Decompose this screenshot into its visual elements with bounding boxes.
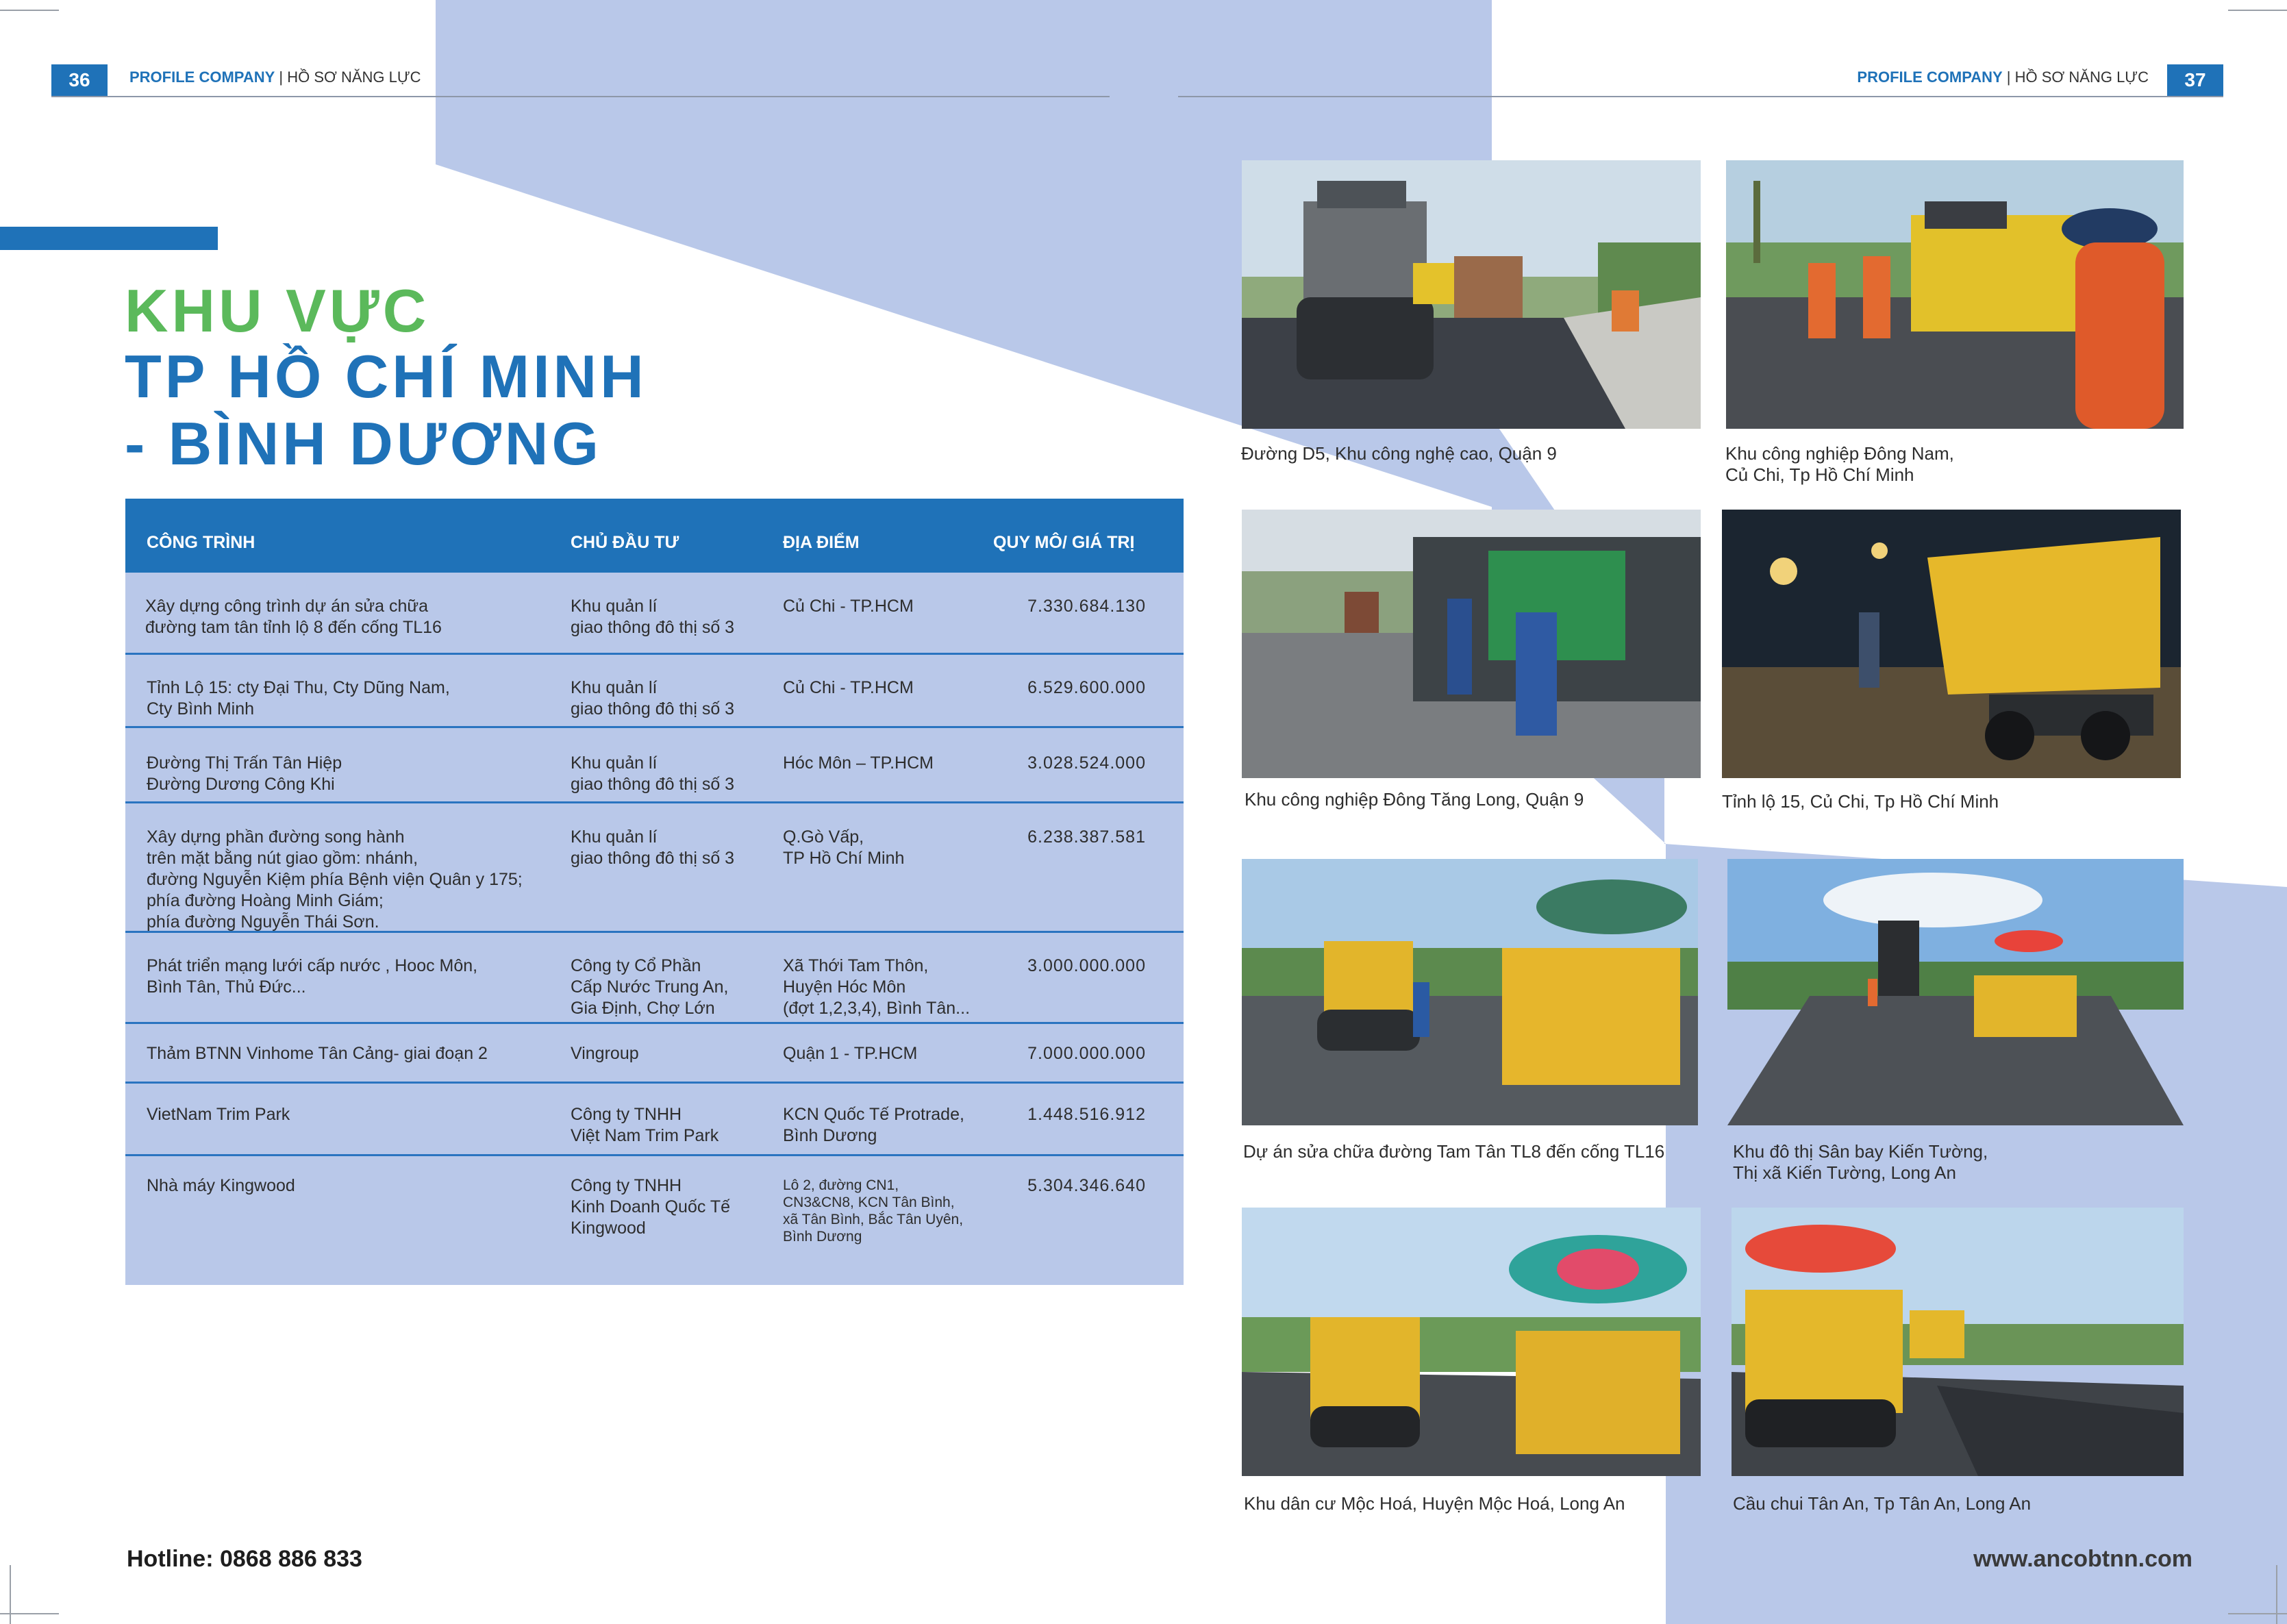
- photo-workers-blue-uniforms: [1242, 510, 1701, 778]
- photo-caption: Đường D5, Khu công nghệ cao, Quận 9: [1241, 443, 1557, 464]
- cell-investor: Khu quản lí giao thông đô thị số 3: [571, 678, 735, 719]
- cell-value: 1.448.516.912: [1027, 1105, 1146, 1124]
- photo-caption: Dự án sửa chữa đường Tam Tân TL8 đến cống TL16: [1243, 1141, 1665, 1162]
- cell-investor: Công ty TNHH Việt Nam Trim Park: [571, 1105, 719, 1145]
- cell-location: Lô 2, đường CN1, CN3&CN8, KCN Tân Bình, xã Tân Bình, Bắc Tân Uyên, Bình Dương: [783, 1177, 964, 1245]
- running-header-separator: |: [275, 68, 288, 86]
- cell-investor: Vingroup: [571, 1044, 639, 1063]
- table-row: [125, 655, 1184, 728]
- cell-project: Tỉnh Lộ 15: cty Đại Thu, Cty Dũng Nam, Cty Bình Minh: [147, 678, 450, 719]
- cell-value: 6.238.387.581: [1027, 827, 1146, 847]
- photo-night-truck: [1722, 510, 2181, 778]
- running-header-right: [1857, 68, 2149, 86]
- running-header-brand: PROFILE COMPANY: [1857, 68, 2003, 86]
- headline-line-1: KHU VỰC: [125, 277, 430, 345]
- running-header-subtitle: HỒ SƠ NĂNG LỰC: [287, 68, 421, 86]
- cell-location: Xã Thới Tam Thôn, Huyện Hóc Môn (đợt 1,2,3,4), Bình Tân...: [783, 956, 971, 1018]
- cell-value: 6.529.600.000: [1027, 678, 1146, 697]
- cell-location: Củ Chi - TP.HCM: [783, 597, 914, 616]
- table-row: [125, 1156, 1184, 1285]
- column-header-investor: CHỦ ĐẦU TƯ: [571, 533, 679, 552]
- headline-line-3: - BÌNH DƯƠNG: [125, 410, 602, 477]
- running-header-left: [129, 68, 421, 86]
- header-rule-left: [51, 96, 1110, 97]
- photo-workers-paver: [1726, 160, 2184, 429]
- table-row: [125, 728, 1184, 803]
- crop-mark: [2228, 10, 2287, 11]
- cell-location: Hóc Môn – TP.HCM: [783, 753, 934, 773]
- crop-mark: [0, 1613, 59, 1614]
- page-number-left: 36: [51, 64, 108, 96]
- cell-investor: Công ty Cổ Phần Cấp Nước Trung An, Gia Định, Chợ Lớn: [571, 956, 729, 1018]
- table-header: [125, 499, 1184, 573]
- photo-road-roller-d5: [1242, 160, 1701, 429]
- photo-caption: Tỉnh lộ 15, Củ Chi, Tp Hồ Chí Minh: [1722, 791, 1999, 812]
- cell-location: Củ Chi - TP.HCM: [783, 678, 914, 697]
- crop-mark: [2228, 1613, 2287, 1614]
- cell-project: Phát triển mạng lưới cấp nước , Hooc Môn, Bình Tân, Thủ Đức...: [147, 956, 478, 997]
- projects-table: [125, 499, 1184, 1285]
- cell-project: Đường Thị Trấn Tân Hiệp Đường Dương Công Khi: [147, 753, 342, 794]
- cell-investor: Khu quản lí giao thông đô thị số 3: [571, 753, 735, 794]
- cell-location: KCN Quốc Tế Protrade, Bình Dương: [783, 1105, 964, 1145]
- photo-caption: Khu dân cư Mộc Hoá, Huyện Mộc Hoá, Long An: [1244, 1493, 1625, 1514]
- running-header-subtitle: HỒ SƠ NĂNG LỰC: [2014, 68, 2149, 86]
- column-header-location: ĐỊA ĐIỂM: [783, 533, 860, 552]
- table-row: [125, 1024, 1184, 1084]
- column-header-value: QUY MÔ/ GIÁ TRỊ: [993, 533, 1135, 552]
- photo-caption: Khu đô thị Sân bay Kiến Tường, Thị xã Kiến Tường, Long An: [1733, 1141, 1988, 1183]
- page-number-right: 37: [2167, 64, 2223, 96]
- cell-investor: Khu quản lí giao thông đô thị số 3: [571, 827, 735, 868]
- accent-bar: [0, 227, 218, 250]
- photo-caption: Khu công nghiệp Đông Tăng Long, Quận 9: [1245, 789, 1584, 810]
- crop-mark: [10, 1565, 11, 1624]
- photo-compactors: [1242, 1208, 1701, 1476]
- website-url[interactable]: www.ancobtnn.com: [1973, 1546, 2192, 1572]
- cell-value: 3.028.524.000: [1027, 753, 1146, 773]
- photo-urban-road-roller: [1727, 859, 2184, 1125]
- header-rule-right: [1178, 96, 2223, 97]
- headline-line-2: TP HỒ CHÍ MINH: [125, 342, 647, 410]
- photo-caption: Khu công nghiệp Đông Nam, Củ Chi, Tp Hồ Chí Minh: [1725, 443, 1954, 485]
- crop-mark: [2276, 1565, 2277, 1624]
- table-row: [125, 1084, 1184, 1156]
- cell-project: Nhà máy Kingwood: [147, 1176, 295, 1195]
- cell-value: 7.330.684.130: [1027, 597, 1146, 616]
- running-header-separator: |: [2002, 68, 2015, 86]
- photo-caption: Cầu chui Tân An, Tp Tân An, Long An: [1733, 1493, 2032, 1514]
- cell-project: Thảm BTNN Vinhome Tân Cảng- giai đoạn 2: [147, 1044, 488, 1063]
- running-header-brand: PROFILE COMPANY: [129, 68, 275, 86]
- column-header-project: CÔNG TRÌNH: [147, 533, 255, 552]
- table-row: [125, 803, 1184, 933]
- crop-mark: [0, 10, 59, 11]
- table-row: [125, 933, 1184, 1024]
- photo-rollers-highway: [1242, 859, 1698, 1125]
- table-row: [125, 573, 1184, 655]
- cell-project: Xây dựng phần đường song hành trên mặt bằng nút giao gồm: nhánh, đường Nguyễn Kiệm phía Bệnh viện Quân y 175; phía đường Hoàng Minh Giám; phía đường Nguyễn Thái Sơn.: [147, 827, 523, 932]
- cell-value: 5.304.346.640: [1027, 1176, 1146, 1195]
- cell-location: Q.Gò Vấp, TP Hồ Chí Minh: [783, 827, 905, 868]
- cell-location: Quận 1 - TP.HCM: [783, 1044, 918, 1063]
- photo-roller-umbrella: [1732, 1208, 2184, 1476]
- cell-project: Xây dựng công trình dự án sửa chữa đường tam tân tỉnh lộ 8 đến cống TL16: [145, 597, 442, 637]
- cell-project: VietNam Trim Park: [147, 1105, 290, 1124]
- cell-investor: Công ty TNHH Kinh Doanh Quốc Tế Kingwood: [571, 1176, 731, 1238]
- cell-investor: Khu quản lí giao thông đô thị số 3: [571, 597, 735, 637]
- cell-value: 7.000.000.000: [1027, 1044, 1146, 1063]
- cell-value: 3.000.000.000: [1027, 956, 1146, 975]
- hotline: Hotline: 0868 886 833: [127, 1546, 362, 1572]
